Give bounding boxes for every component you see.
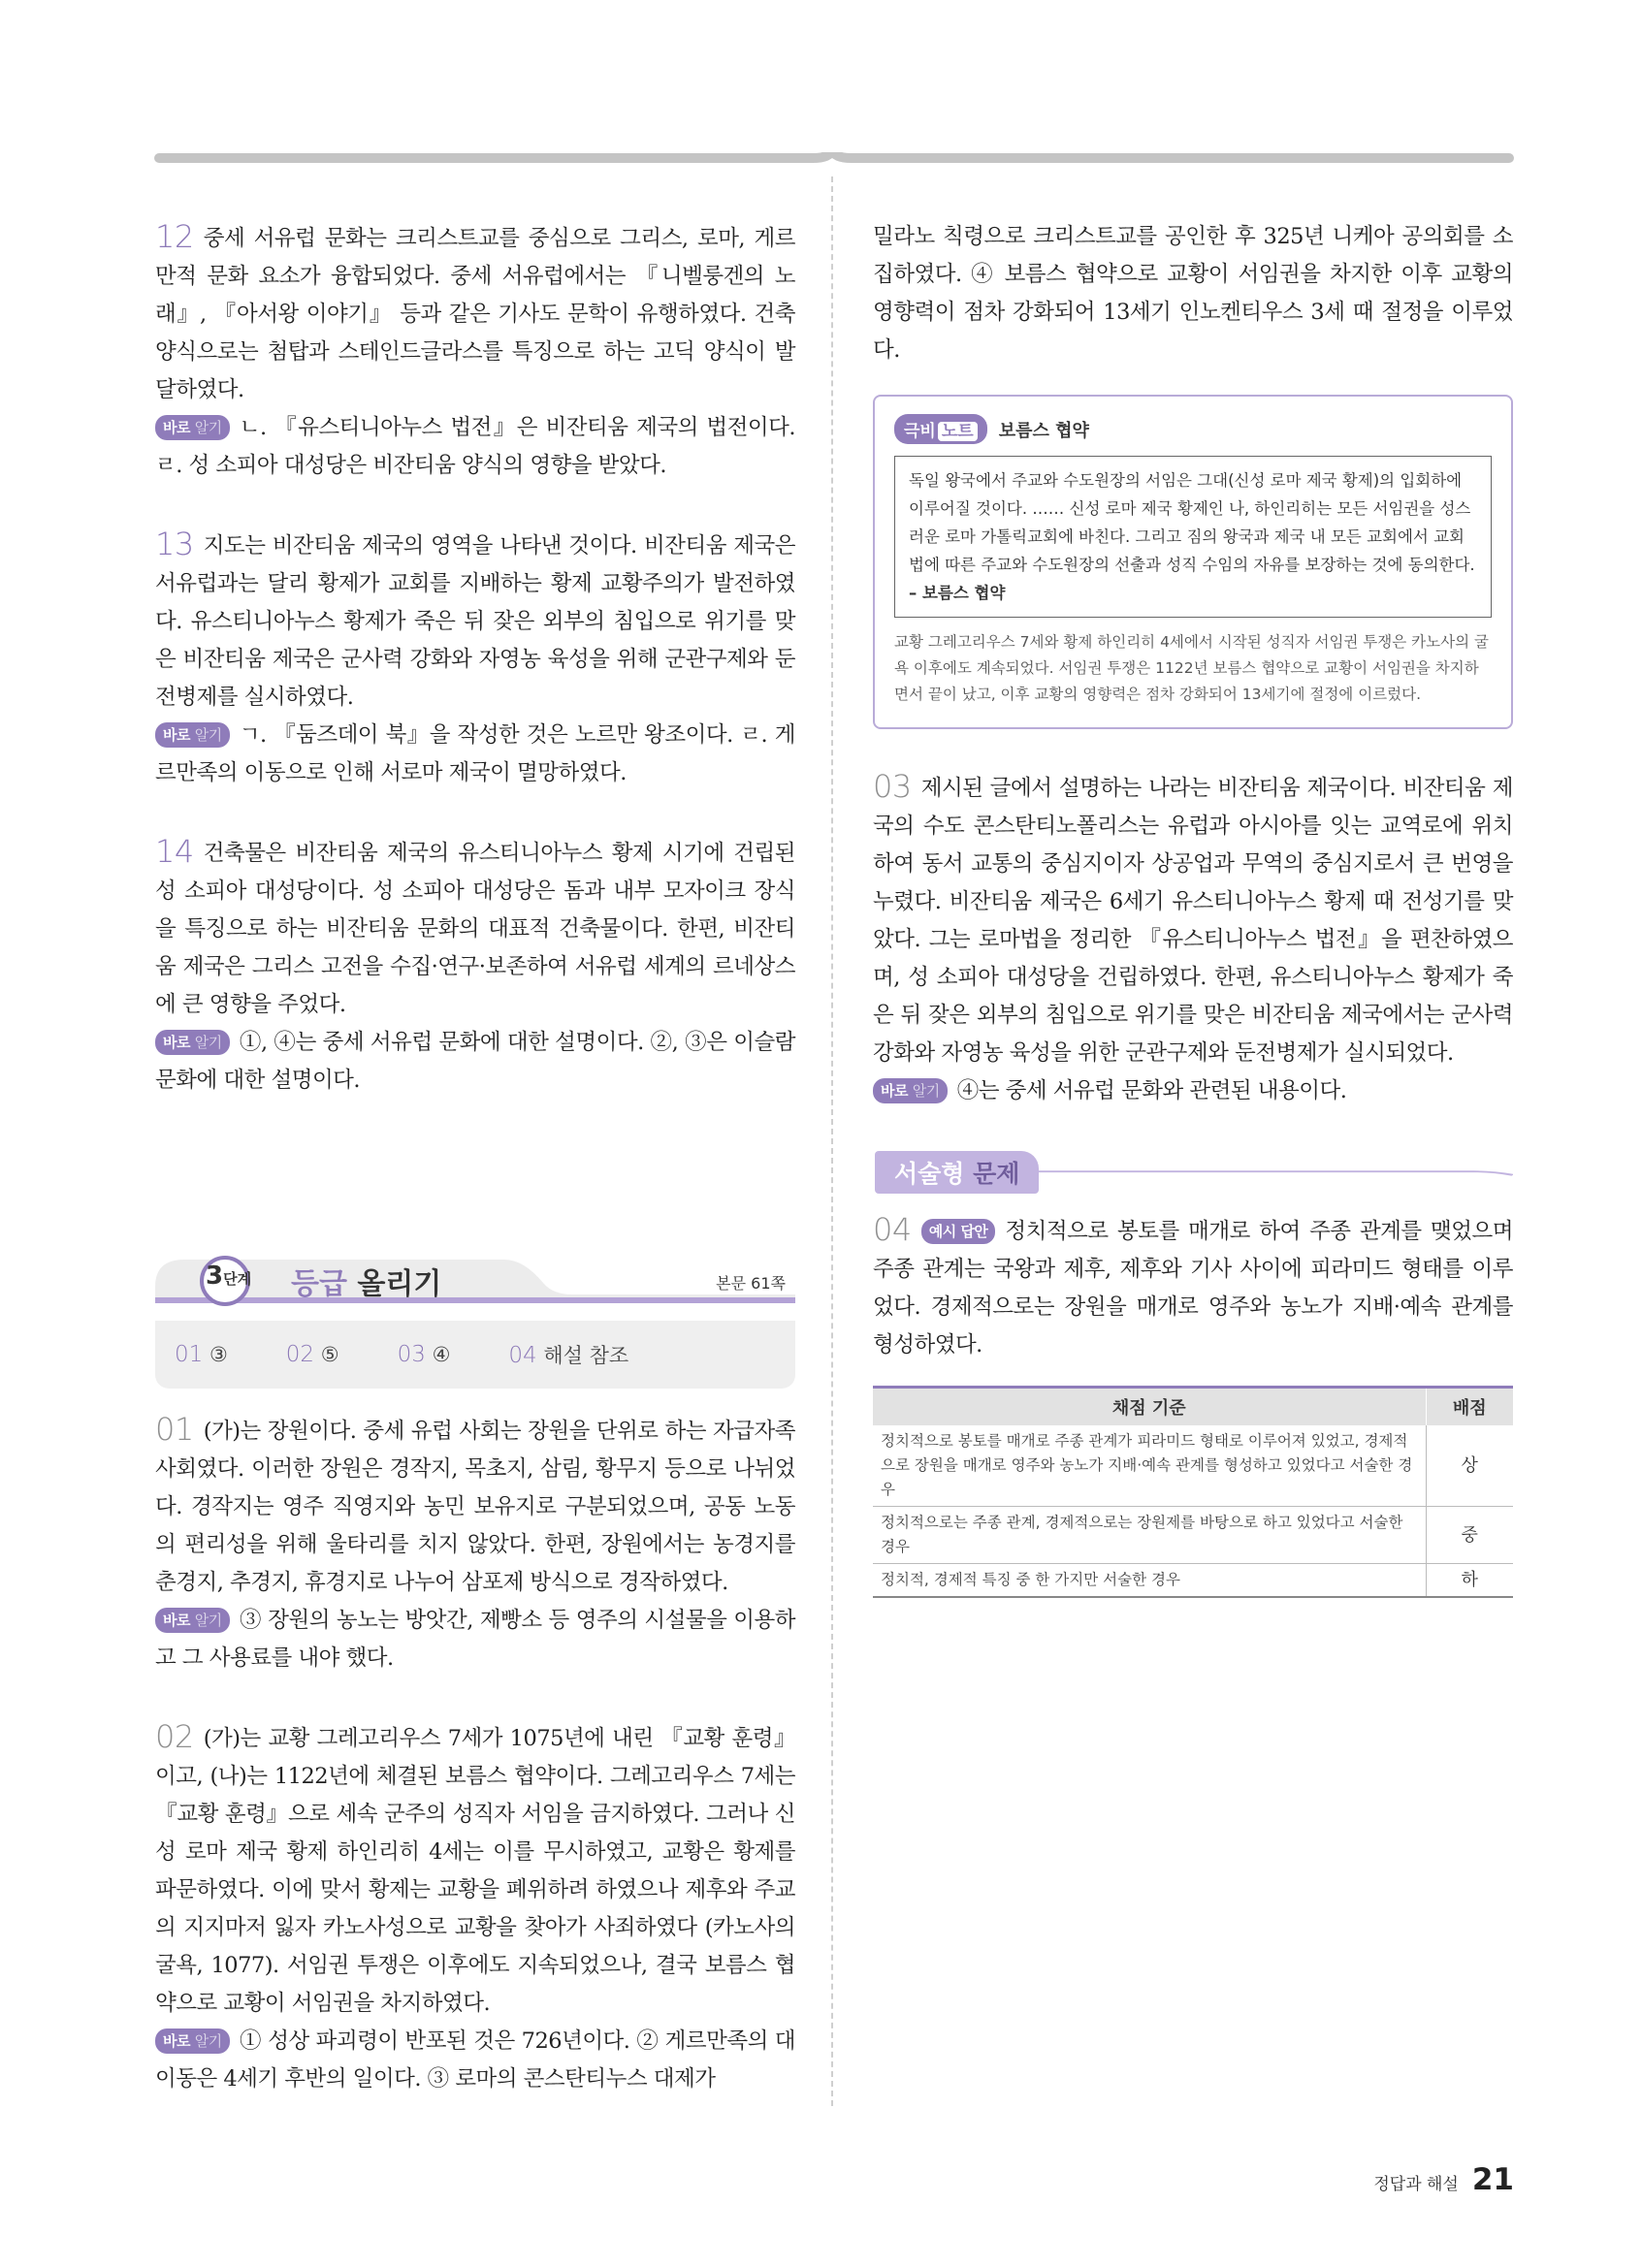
note-box	[873, 395, 1513, 729]
s02-text: (가)는 교황 그레고리우스 7세가 1075년에 내린 『교황 훈령』이고, (나)는 1122년에 체결된 보름스 협약이다. 그레고리우스 7세는 『교황 훈령』으로 세속 군주의 성직자 서임을 금지하였다. 그러나 신성 로마 제국 황제 하인리히 4세는 이를 무시하였고, 교황은 황제를 파문하였다. 이에 맞서 황제는 교황을 폐위하려 하였으나 제후와 주교의 지지마저 잃자 카노사성으로 교황을 찾아가 사죄하였다 (카노사의 굴욕, 1077). 서임권 투쟁은 이후에도 지속되었으나, 결국 보름스 협약으로 교황이 서임권을 차지하였다.	[155, 1726, 795, 2016]
s01-text: (가)는 장원이다. 중세 유럽 사회는 장원을 단위로 하는 자급자족 사회였다. 이러한 장원은 경작지, 목초지, 삼림, 황무지 등으로 나뉘었다. 경작지는 영주 직영지와 농민 보유지로 구분되었으며, 공동 노동의 편리성을 위해 울타리를 치지 않았다. 한편, 장원에서는 농경지를 춘경지, 추경지, 휴경지로 나누어 삼포제 방식으로 경작하였다.	[155, 1419, 795, 1595]
s02-note: ① 성상 파괴령이 반포된 것은 726년이다. ② 게르만족의 대이동은 4세기 후반의 일이다. ③ 로마의 콘스탄티누스 대제가	[155, 2028, 795, 2092]
s02-tag: 바로 알기	[155, 2028, 230, 2054]
s01-note: ③ 장원의 농노는 방앗간, 제빵소 등 영주의 시설물을 이용하고 그 사용료를 내야 했다.	[155, 1608, 795, 1671]
q13-number: 13	[155, 526, 194, 562]
score-cell: 하	[1426, 1564, 1513, 1598]
s03-number: 03	[873, 768, 912, 805]
quote-source: – 보름스 협약	[909, 584, 1006, 602]
s01	[155, 1411, 795, 1677]
answer-01: 01 ③	[175, 1342, 228, 1367]
q13-note: ㄱ. 『둠즈데이 북』을 작성한 것은 노르만 왕조이다. ㄹ. 게르만족의 이동으로 인해 서로마 제국이 멸망하였다.	[155, 722, 795, 785]
essay-number: 04	[873, 1211, 912, 1248]
q12	[155, 218, 795, 485]
s02-number: 02	[155, 1718, 194, 1755]
step-header	[155, 1256, 795, 1318]
q13-text: 지도는 비잔티움 제국의 영역을 나타낸 것이다. 비잔티움 제국은 서유럽과는 달리 황제가 교회를 지배하는 황제 교황주의가 발전하였다. 유스티니아누스 황제가 죽은 뒤 잦은 외부의 침입으로 위기를 맞은 비잔티움 제국은 군사력 강화와 자영농 육성을 위해 군관구제와 둔전병제를 실시하였다.	[155, 533, 795, 710]
essay-header-line	[1028, 1170, 1513, 1176]
note-badge: 극비 노트	[894, 414, 987, 444]
essay-answer	[873, 1211, 1513, 1364]
quote-text: 독일 왕국에서 주교와 수도원장의 서임은 그대(신성 로마 제국 황제)의 입회하에 이루어질 것이다. …… 신성 로마 제국 황제인 나, 하인리히는 모든 서임권을 성스러운 로마 가톨릭교회에 바친다. 그리고 짐의 왕국과 제국 내 모든 교회에서 교회법에 따른 주교와 수도원장의 선출과 성직 수임의 자유를 보장하는 것에 동의한다.	[909, 471, 1475, 574]
s02	[155, 1718, 795, 2098]
table-row	[873, 1425, 1513, 1507]
quote-box	[894, 456, 1492, 618]
page-number: 21	[1471, 2162, 1514, 2197]
s03-note: ④는 중세 서유럽 문화와 관련된 내용이다.	[956, 1078, 1347, 1103]
s01-number: 01	[155, 1411, 194, 1448]
top-rule	[153, 152, 1515, 164]
answer-02: 02 ⑤	[285, 1342, 339, 1367]
s01-tag: 바로 알기	[155, 1608, 230, 1633]
score-cell: 상	[1426, 1425, 1513, 1507]
answer-04: 04 해설 참조	[508, 1343, 629, 1368]
table-header-row	[873, 1388, 1513, 1426]
s03	[873, 768, 1513, 1110]
q12-note: ㄴ. 『유스티니아누스 법전』은 비잔티움 제국의 법전이다. ㄹ. 성 소피아 대성당은 비잔티움 양식의 영향을 받았다.	[155, 415, 795, 478]
q14	[155, 833, 795, 1100]
s03-tag: 바로 알기	[873, 1078, 948, 1103]
q14-tag: 바로 알기	[155, 1030, 230, 1055]
criteria-header: 채점 기준	[873, 1388, 1426, 1426]
answer-03: 03 ④	[397, 1342, 451, 1367]
table-row	[873, 1564, 1513, 1598]
note-text: 교황 그레고리우스 7세와 황제 하인리히 4세에서 시작된 성직자 서임권 투쟁은 카노사의 굴욕 이후에도 계속되었다. 서임권 투쟁은 1122년 보름스 협약으로 교황이 서임권을 차지하면서 끝이 났고, 이후 교황의 영향력은 점차 강화되어 13세기에 절정에 이르렀다.	[894, 633, 1489, 703]
q12-number: 12	[155, 218, 194, 255]
q13	[155, 526, 795, 792]
footer-label: 정답과 해설	[1373, 2175, 1459, 2194]
q14-note: ①, ④는 중세 서유럽 문화에 대한 설명이다. ②, ③은 이슬람 문화에 대한 설명이다.	[155, 1030, 795, 1093]
left-column-lower	[155, 1411, 795, 2098]
note-header	[894, 414, 1492, 444]
essay-badge: 서술형 문제	[875, 1151, 1039, 1194]
right-column	[873, 218, 1513, 1598]
page-footer	[1373, 2162, 1514, 2197]
note-title: 보름스 협약	[998, 420, 1089, 441]
s03-text: 제시된 글에서 설명하는 나라는 비잔티움 제국이다. 비잔티움 제국의 수도 콘스탄티노폴리스는 유럽과 아시아를 잇는 교역로에 위치하여 동서 교통의 중심지이자 상공업과 무역의 중심지로서 큰 번영을 누렸다. 비잔티움 제국은 6세기 유스티니아누스 황제 때 전성기를 맞았다. 그는 로마법을 정리한 『유스티니아누스 법전』을 편찬하였으며, 성 소피아 대성당을 건립하였다. 한편, 유스티니아누스 황제가 죽은 뒤 잦은 외부의 침입으로 위기를 맞은 비잔티움 제국에서는 군사력 강화와 자영농 육성을 위한 군관구제와 둔전병제가 실시되었다.	[873, 776, 1513, 1066]
essay-header	[873, 1145, 1513, 1194]
score-header: 배점	[1426, 1388, 1513, 1426]
q12-tag: 바로 알기	[155, 415, 230, 440]
column-divider	[831, 176, 833, 2106]
criteria-cell: 정치적, 경제적 특징 중 한 가지만 서술한 경우	[873, 1564, 1426, 1598]
q13-tag: 바로 알기	[155, 722, 230, 748]
q12-text: 중세 서유럽 문화는 크리스트교를 중심으로 그리스, 로마, 게르만적 문화 요소가 융합되었다. 중세 서유럽에서는 『니벨룽겐의 노래』, 『아서왕 이야기』 등과 같은 기사도 문학이 유행하였다. 건축 양식으로는 첨탑과 스테인드글라스를 특징으로 하는 고딕 양식이 발달하였다.	[155, 226, 795, 402]
score-cell: 중	[1426, 1507, 1513, 1564]
criteria-cell: 정치적으로는 주종 관계, 경제적으로는 장원제를 바탕으로 하고 있었다고 서술한 경우	[873, 1507, 1426, 1564]
step-ref: 본문 61쪽	[716, 1274, 786, 1293]
essay-tag: 예시 답안	[921, 1219, 996, 1244]
criteria-cell: 정치적으로 봉토를 매개로 주종 관계가 피라미드 형태로 이루어져 있었고, 경제적으로 장원을 매개로 영주와 농노가 지배·예속 관계를 형성하고 있었다고 서술한 경우	[873, 1425, 1426, 1507]
q14-text: 건축물은 비잔티움 제국의 유스티니아누스 황제 시기에 건립된 성 소피아 대성당이다. 성 소피아 대성당은 돔과 내부 모자이크 장식을 특징으로 하는 비잔티움 문화의 대표적 건축물이다. 한편, 비잔티움 제국은 그리스 고전을 수집·연구·보존하여 서유럽 세계의 르네상스에 큰 영향을 주었다.	[155, 841, 795, 1017]
s02-continued: 밀라노 칙령으로 크리스트교를 공인한 후 325년 니케아 공의회를 소집하였다. ④ 보름스 협약으로 교황이 서임권을 차지한 이후 교황의 영향력이 점차 강화되어 13세기 인노켄티우스 3세 때 절정을 이루었다.	[873, 224, 1513, 363]
scoring-table	[873, 1386, 1513, 1598]
step-title: 등급 올리기	[291, 1267, 442, 1301]
table-row	[873, 1507, 1513, 1564]
step-number-badge: 3단계	[206, 1262, 252, 1291]
left-column	[155, 218, 795, 1100]
essay-text: 정치적으로 봉토를 매개로 하여 주종 관계를 맺었으며 주종 관계는 국왕과 제후, 제후와 기사 사이에 피라미드 형태를 이루었다. 경제적으로는 장원을 매개로 영주와 농노가 지배·예속 관계를 형성하였다.	[873, 1219, 1513, 1358]
answer-summary	[155, 1321, 795, 1389]
q14-number: 14	[155, 833, 194, 870]
